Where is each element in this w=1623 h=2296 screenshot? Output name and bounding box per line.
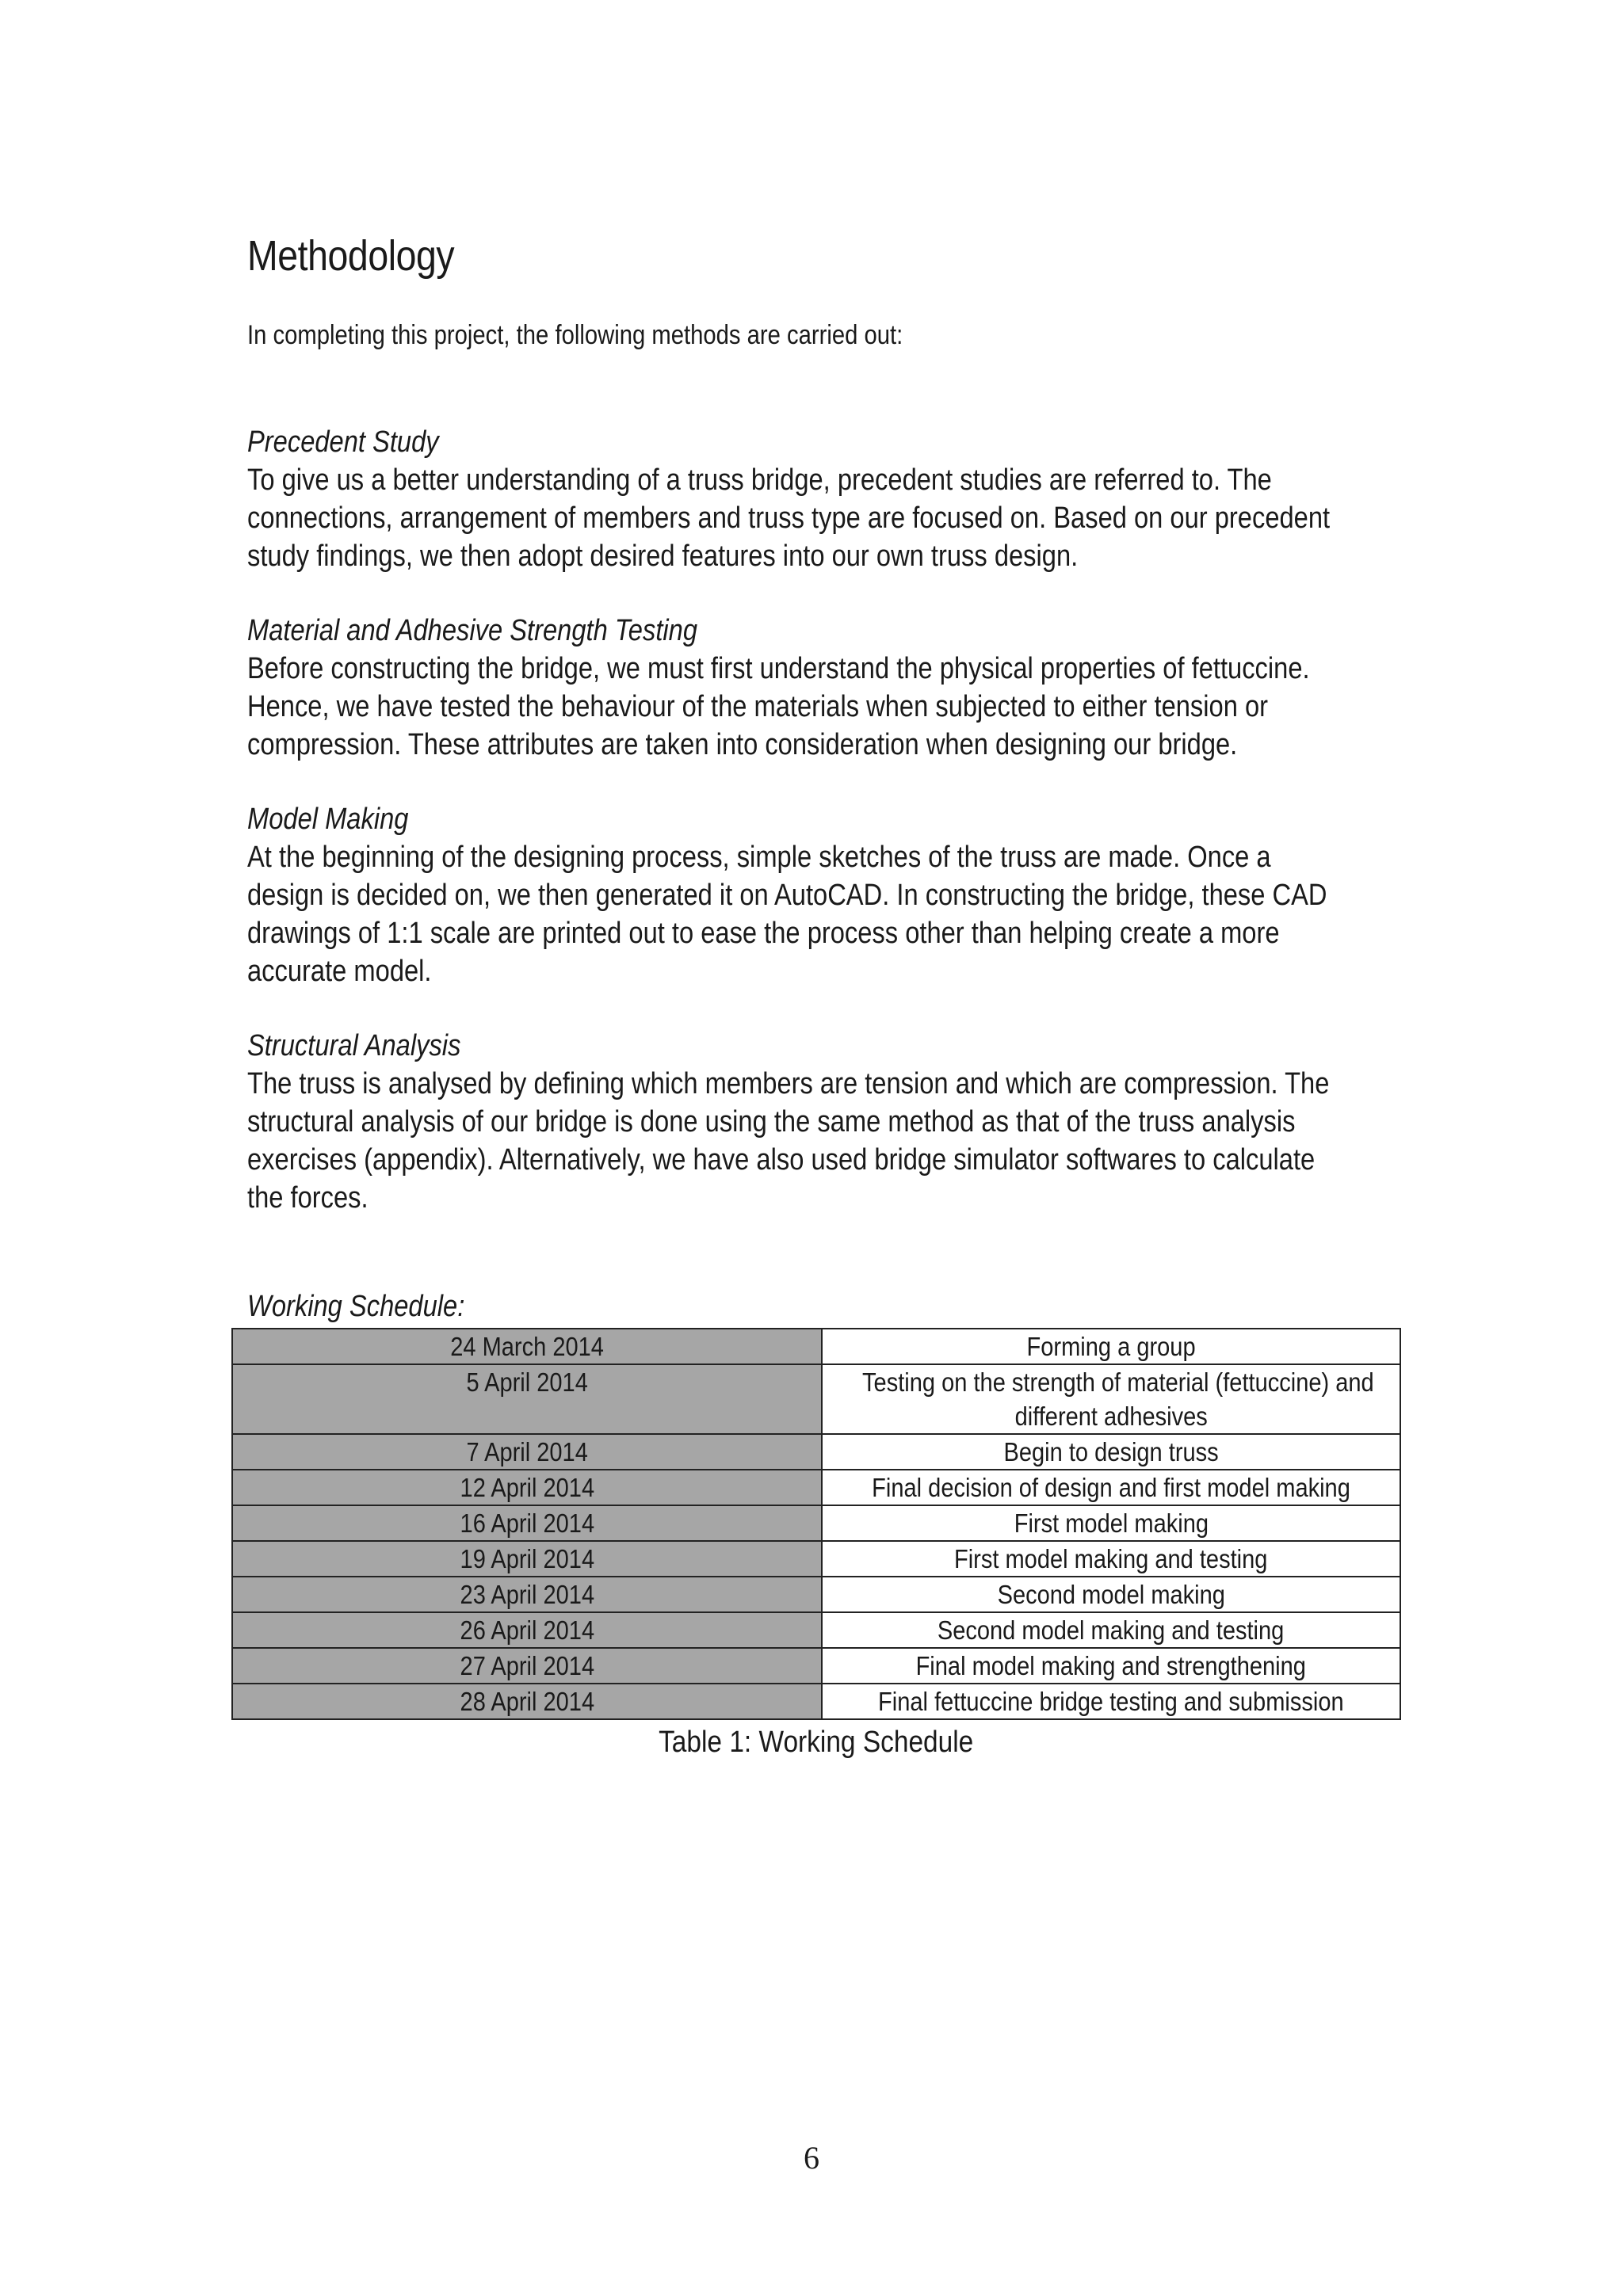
section-body bbox=[247, 650, 1419, 764]
section-heading: Material and Adhesive Strength Testing bbox=[247, 614, 698, 647]
task-cell bbox=[822, 1470, 1400, 1505]
date-cell bbox=[232, 1505, 822, 1541]
task-cell bbox=[822, 1541, 1400, 1577]
task-cell bbox=[822, 1329, 1400, 1364]
date-cell bbox=[232, 1541, 822, 1577]
table-row bbox=[232, 1505, 1400, 1541]
task-text: different adhesives bbox=[1014, 1402, 1208, 1431]
date-text: 27 April 2014 bbox=[460, 1651, 594, 1680]
date-text: 19 April 2014 bbox=[460, 1544, 594, 1573]
table-row bbox=[232, 1612, 1400, 1648]
page-number: 6 bbox=[804, 2140, 819, 2176]
date-cell bbox=[232, 1364, 822, 1434]
section-line: the forces. bbox=[247, 1181, 369, 1215]
schedule-heading: Working Schedule: bbox=[247, 1290, 465, 1323]
section-line: exercises (appendix). Alternatively, we have also used bridge simulator softwares to calculate bbox=[247, 1143, 1316, 1177]
section-line: structural analysis of our bridge is done using the same method as that of the truss analysis bbox=[247, 1105, 1296, 1138]
section-line: To give us a better understanding of a truss bridge, precedent studies are referred to. The bbox=[247, 463, 1272, 497]
section-body bbox=[247, 1065, 1419, 1217]
task-text: First model making bbox=[1014, 1508, 1209, 1538]
task-text: Testing on the strength of material (fettuccine) and bbox=[862, 1367, 1374, 1397]
section-heading: Precedent Study bbox=[247, 425, 439, 459]
section-heading: Structural Analysis bbox=[247, 1029, 461, 1062]
task-cell bbox=[822, 1577, 1400, 1612]
section-body bbox=[247, 461, 1419, 575]
page-title: Methodology bbox=[247, 232, 455, 280]
date-cell bbox=[232, 1470, 822, 1505]
table-row bbox=[232, 1470, 1400, 1505]
task-cell bbox=[822, 1684, 1400, 1719]
task-cell bbox=[822, 1434, 1400, 1470]
section-line: The truss is analysed by defining which members are tension and which are compression. The bbox=[247, 1067, 1330, 1100]
section-line: compression. These attributes are taken into consideration when designing our bridge. bbox=[247, 728, 1238, 761]
table-row bbox=[232, 1541, 1400, 1577]
date-cell bbox=[232, 1612, 822, 1648]
task-text: Final decision of design and first model making bbox=[872, 1473, 1350, 1502]
table-row bbox=[232, 1434, 1400, 1470]
section-line: connections, arrangement of members and truss type are focused on. Based on our precedent bbox=[247, 502, 1331, 535]
task-text: Forming a group bbox=[1026, 1332, 1196, 1361]
intro-text: In completing this project, the following methods are carried out: bbox=[247, 320, 903, 350]
table-caption bbox=[231, 1726, 1401, 1760]
section-precedent-study bbox=[247, 423, 1419, 575]
date-cell bbox=[232, 1577, 822, 1612]
section-line: accurate model. bbox=[247, 955, 432, 988]
section-line: At the beginning of the designing process, simple sketches of the truss are made. Once a bbox=[247, 841, 1271, 874]
task-cell bbox=[822, 1648, 1400, 1684]
schedule-table bbox=[231, 1328, 1401, 1720]
section-structural-analysis bbox=[247, 1027, 1419, 1217]
task-text: First model making and testing bbox=[954, 1544, 1268, 1573]
date-cell bbox=[232, 1434, 822, 1470]
section-line: study findings, we then adopt desired features into our own truss design. bbox=[247, 540, 1079, 573]
date-cell bbox=[232, 1329, 822, 1364]
task-cell bbox=[822, 1505, 1400, 1541]
table-row bbox=[232, 1648, 1400, 1684]
date-text: 28 April 2014 bbox=[460, 1687, 594, 1716]
task-text: Second model making and testing bbox=[938, 1615, 1285, 1645]
section-heading: Model Making bbox=[247, 803, 409, 836]
task-text: Second model making bbox=[997, 1580, 1225, 1609]
date-cell bbox=[232, 1648, 822, 1684]
date-text: 24 March 2014 bbox=[450, 1332, 604, 1361]
table-row bbox=[232, 1577, 1400, 1612]
section-material-testing bbox=[247, 612, 1419, 764]
section-model-making bbox=[247, 800, 1419, 990]
task-text: Final model making and strengthening bbox=[915, 1651, 1307, 1680]
date-text: 7 April 2014 bbox=[466, 1437, 588, 1466]
section-line: Hence, we have tested the behaviour of the materials when subjected to either tension or bbox=[247, 690, 1269, 723]
section-body bbox=[247, 838, 1419, 990]
section-line: drawings of 1:1 scale are printed out to ease the process other than helping create a more bbox=[247, 917, 1280, 950]
task-text: Final fettuccine bridge testing and submission bbox=[878, 1687, 1344, 1716]
section-line: design is decided on, we then generated it on AutoCAD. In constructing the bridge, these CAD bbox=[247, 879, 1327, 912]
section-line: Before constructing the bridge, we must first understand the physical properties of fettuccine. bbox=[247, 652, 1310, 685]
date-text: 5 April 2014 bbox=[466, 1367, 588, 1397]
table-row bbox=[232, 1329, 1400, 1364]
table-caption-text: Table 1: Working Schedule bbox=[659, 1726, 974, 1759]
table-row bbox=[232, 1364, 1400, 1434]
table-row bbox=[232, 1684, 1400, 1719]
date-text: 23 April 2014 bbox=[460, 1580, 594, 1609]
task-cell bbox=[822, 1364, 1400, 1434]
task-text: Begin to design truss bbox=[1003, 1437, 1219, 1466]
task-cell bbox=[822, 1612, 1400, 1648]
date-text: 26 April 2014 bbox=[460, 1615, 594, 1645]
date-text: 16 April 2014 bbox=[460, 1508, 594, 1538]
date-cell bbox=[232, 1684, 822, 1719]
date-text: 12 April 2014 bbox=[460, 1473, 594, 1502]
